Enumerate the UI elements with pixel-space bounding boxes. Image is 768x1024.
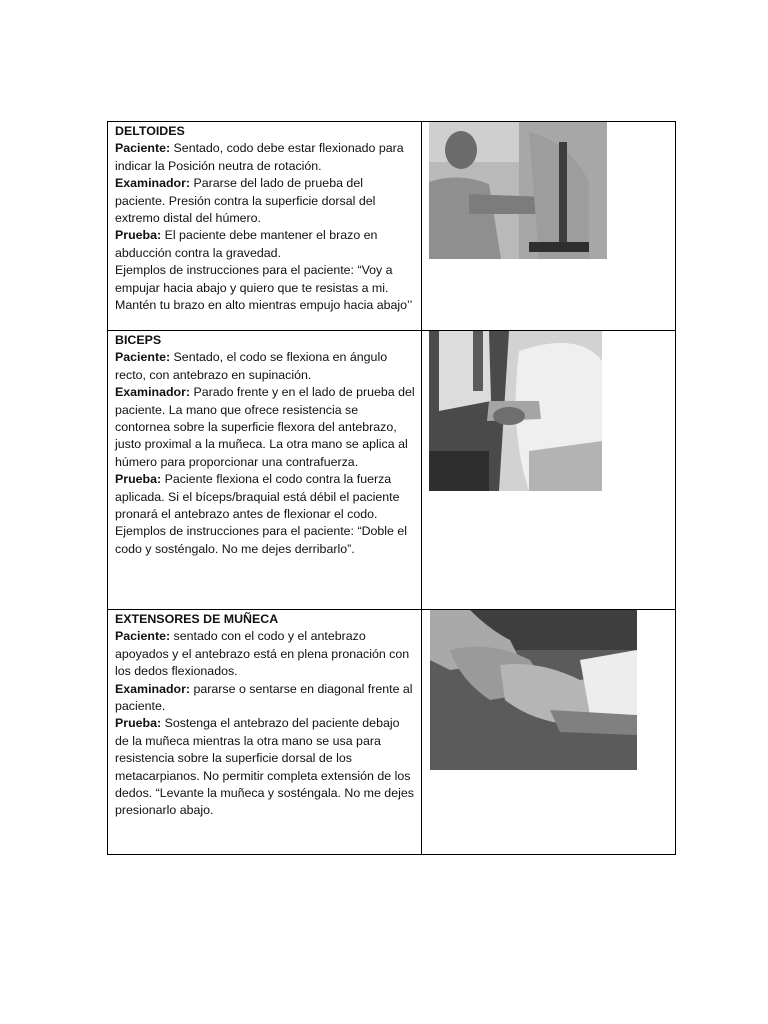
text-cell-deltoides xyxy=(108,122,422,331)
paciente-paragraph: Paciente: Sentado, el codo se flexiona en ángulo recto, con antebrazo en supinación. xyxy=(115,350,388,382)
prueba-paragraph: Prueba: Sostenga el antebrazo del paciente debajo de la muñeca mientras la otra mano se usa para resistencia sobre la superficie dorsal de los metacarpianos. No permitir completa extensión de los dedos. “Levante la muñeca y sosténgala. No me dejes presionarlo abajo. xyxy=(115,716,414,818)
table-row xyxy=(108,610,676,855)
text-cell-biceps xyxy=(108,331,422,610)
section-title: EXTENSORES DE MUÑECA xyxy=(115,612,279,626)
table-row xyxy=(108,331,676,610)
photo-extensores xyxy=(430,610,637,770)
paciente-paragraph: Paciente: Sentado, codo debe estar flexionado para indicar la Posición neutra de rotación. xyxy=(115,141,404,173)
examinador-paragraph-cont: paciente. xyxy=(115,699,166,714)
text-cell-extensores xyxy=(108,610,422,855)
photo-deltoides xyxy=(429,122,607,259)
examinador-paragraph-cont: paciente. La mano que ofrece resistencia se contornea sobre la superficie flexora del antebrazo, justo proximal a la muñeca. La otra mano se aplica al húmero para proporcionar una contrafuerza. xyxy=(115,402,408,469)
instructions-paragraph: Ejemplos de instrucciones para el paciente: “Voy a empujar hacia abajo y quiero que te resistas a mi. Mantén tu brazo en alto mientras empujo hacia abajo’’ xyxy=(115,263,413,313)
examinador-paragraph: Examinador: Pararse del lado de prueba del paciente. Presión contra la superficie dorsal del extremo distal del húmero. xyxy=(115,176,376,226)
examinador-paragraph: Examinador: pararse o sentarse en diagonal frente al xyxy=(115,681,413,696)
prueba-paragraph: Prueba: Paciente flexiona el codo contra la fuerza aplicada. Si el bíceps/braquial está débil el paciente pronará el antebrazo antes de flexionar el codo. xyxy=(115,472,400,522)
section-title: DELTOIDES xyxy=(115,124,185,138)
examinador-paragraph: Examinador: Parado frente y en el lado de prueba del xyxy=(115,385,415,400)
paciente-paragraph: Paciente: sentado con el codo y el antebrazo apoyados y el antebrazo está en plena pronación con los dedos flexionados. xyxy=(115,629,410,679)
muscle-test-table xyxy=(107,121,676,855)
table-row xyxy=(108,122,676,331)
image-cell-biceps xyxy=(422,331,676,610)
section-title: BICEPS xyxy=(115,333,162,347)
image-cell-deltoides xyxy=(422,122,676,331)
prueba-paragraph: Prueba: El paciente debe mantener el brazo en abducción contra la gravedad. xyxy=(115,228,378,260)
image-cell-extensores xyxy=(422,610,676,855)
photo-biceps xyxy=(429,331,602,491)
instructions-paragraph: Ejemplos de instrucciones para el paciente: “Doble el codo y sosténgalo. No me dejes derribarlo”. xyxy=(115,524,408,556)
